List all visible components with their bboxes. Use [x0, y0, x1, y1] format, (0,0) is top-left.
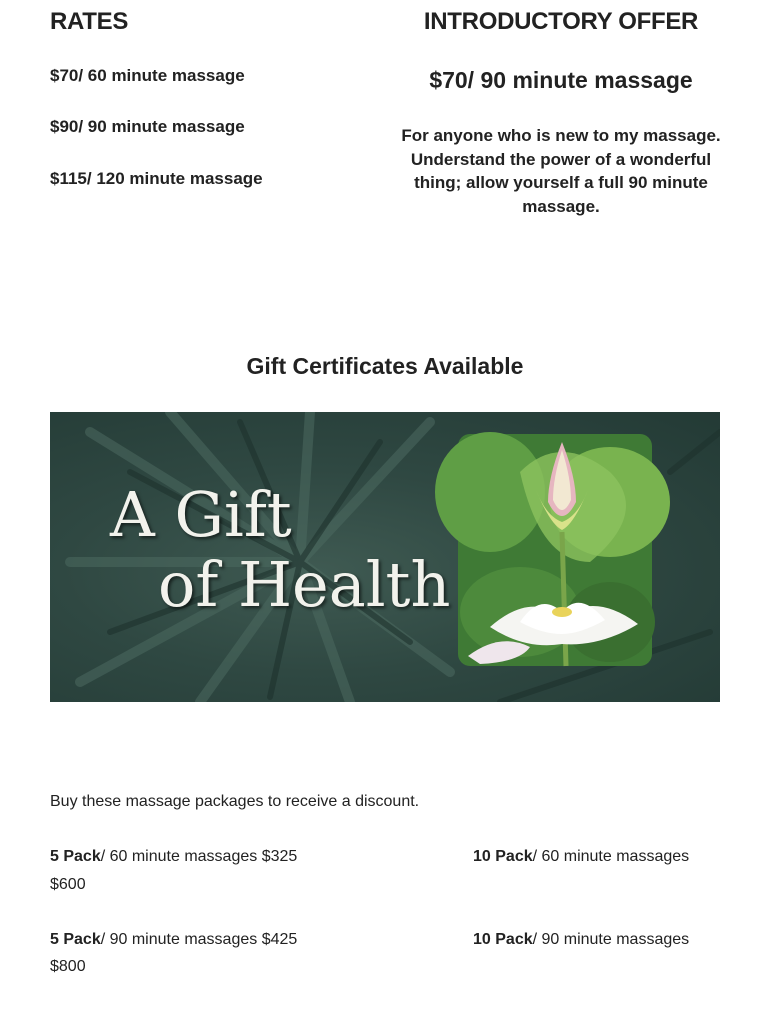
package-name: 5 Pack: [50, 848, 101, 865]
lotus-flower-image: [435, 432, 670, 666]
package-5-pack-60: [50, 848, 297, 866]
package-details: / 60 minute massages: [532, 848, 690, 865]
introductory-offer-description: For anyone who is new to my massage. Understand the power of a wonderful thing; allow yourself a full 90 minute massage.: [401, 126, 731, 216]
rate-120-minute: $115/ 120 minute massage: [50, 169, 263, 188]
rates-heading: RATES: [50, 8, 129, 35]
banner-title-line1: A Gift: [110, 478, 292, 551]
package-price-overflow: $800: [50, 958, 86, 975]
introductory-offer-price: $70/ 90 minute massage: [429, 67, 693, 93]
rate-60-minute: $70/ 60 minute massage: [50, 66, 245, 85]
package-name: 10 Pack: [473, 931, 533, 948]
package-10-pack-90: [473, 931, 689, 949]
rate-90-minute: $90/ 90 minute massage: [50, 117, 245, 136]
package-details: / 60 minute massages $325: [100, 848, 298, 865]
package-price-overflow: $600: [50, 876, 86, 893]
packages-intro: Buy these massage packages to receive a discount.: [50, 793, 420, 810]
package-5-pack-90: [50, 931, 297, 949]
package-name: 10 Pack: [473, 848, 533, 865]
gift-of-health-banner: [50, 412, 720, 702]
package-details: / 90 minute massages $425: [100, 931, 298, 948]
introductory-offer-heading: INTRODUCTORY OFFER: [423, 8, 699, 35]
package-details: / 90 minute massages: [532, 931, 690, 948]
banner-title-line2: of Health: [158, 548, 451, 621]
package-10-pack-60: [473, 848, 689, 866]
package-name: 5 Pack: [50, 931, 101, 948]
gift-certificates-heading: Gift Certificates Available: [246, 353, 524, 379]
